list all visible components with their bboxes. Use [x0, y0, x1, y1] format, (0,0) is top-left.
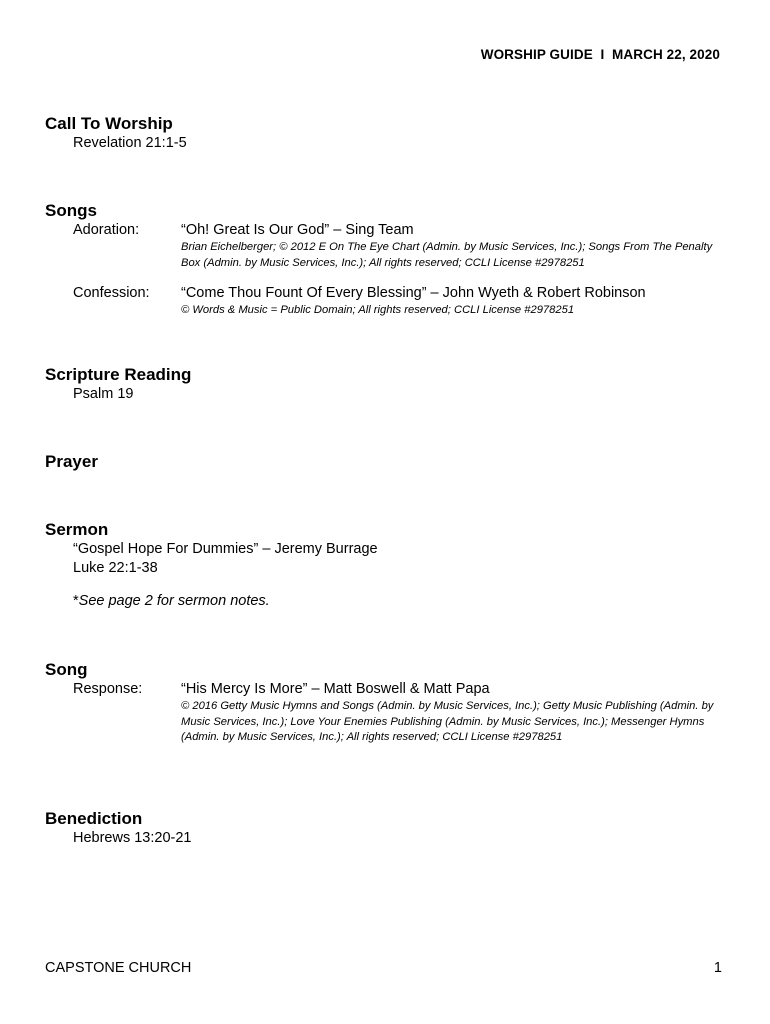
song-credit: Brian Eichelberger; © 2012 E On The Eye Chart (Admin. by Music Services, Inc.); Songs From The Penalty Box (Admin. by Music Services, Inc.); All rights reserved; CCLI License #2978251: [181, 241, 713, 269]
sermon-reference: Luke 22:1-38: [73, 560, 158, 576]
sermon-heading: Sermon: [45, 520, 109, 539]
song-credit: © Words & Music = Public Domain; All rights reserved; CCLI License #2978251: [181, 304, 575, 316]
benediction-reference: Hebrews 13:20-21: [73, 830, 192, 846]
scripture-reading-section: [45, 365, 730, 404]
song-heading: Song: [45, 660, 88, 679]
call-to-worship-section: [45, 114, 730, 153]
page-header: WORSHIP GUIDE I MARCH 22, 2020: [480, 47, 720, 62]
songs-heading: Songs: [45, 201, 97, 220]
benediction-heading: Benediction: [45, 809, 143, 828]
sermon-section: [45, 520, 730, 611]
footer-page-number: 1: [713, 960, 722, 976]
prayer-section: [45, 452, 730, 472]
song-row-confession: [45, 284, 730, 319]
song-title: “His Mercy Is More” – Matt Boswell & Matt Papa: [181, 681, 490, 697]
songs-section: [45, 201, 730, 319]
benediction-section: [45, 809, 730, 848]
song-row-adoration: [45, 221, 730, 271]
song-title: “Oh! Great Is Our God” – Sing Team: [181, 222, 414, 238]
sermon-note: [45, 592, 730, 611]
sermon-note-prefix: *: [73, 593, 79, 609]
footer-church-name: CAPSTONE CHURCH: [45, 960, 192, 976]
response-song-section: [45, 660, 730, 746]
sermon-note-text: See page 2 for sermon notes.: [78, 593, 270, 609]
song-row-response: [45, 680, 730, 746]
sermon-name: “Gospel Hope For Dummies” – Jeremy Burrage: [73, 541, 378, 557]
call-to-worship-reference: Revelation 21:1-5: [73, 135, 187, 151]
song-credit: © 2016 Getty Music Hymns and Songs (Admin. by Music Services, Inc.); Getty Music Publishing (Admin. by Music Services, Inc.); Love Your Enemies Publishing (Admin. by Music Services, Inc.); Messenger Hymns (Admin. by Music Services, Inc.); All rights reserved; CCLI License #2978251: [181, 700, 714, 743]
scripture-reading-reference: Psalm 19: [73, 386, 134, 402]
song-label: Response:: [73, 681, 143, 697]
song-title: “Come Thou Fount Of Every Blessing” – John Wyeth & Robert Robinson: [181, 285, 646, 301]
prayer-heading: Prayer: [45, 452, 98, 471]
song-label: Adoration:: [73, 222, 140, 238]
scripture-reading-heading: Scripture Reading: [45, 365, 192, 384]
call-to-worship-heading: Call To Worship: [45, 114, 173, 133]
song-label: Confession:: [73, 285, 150, 301]
